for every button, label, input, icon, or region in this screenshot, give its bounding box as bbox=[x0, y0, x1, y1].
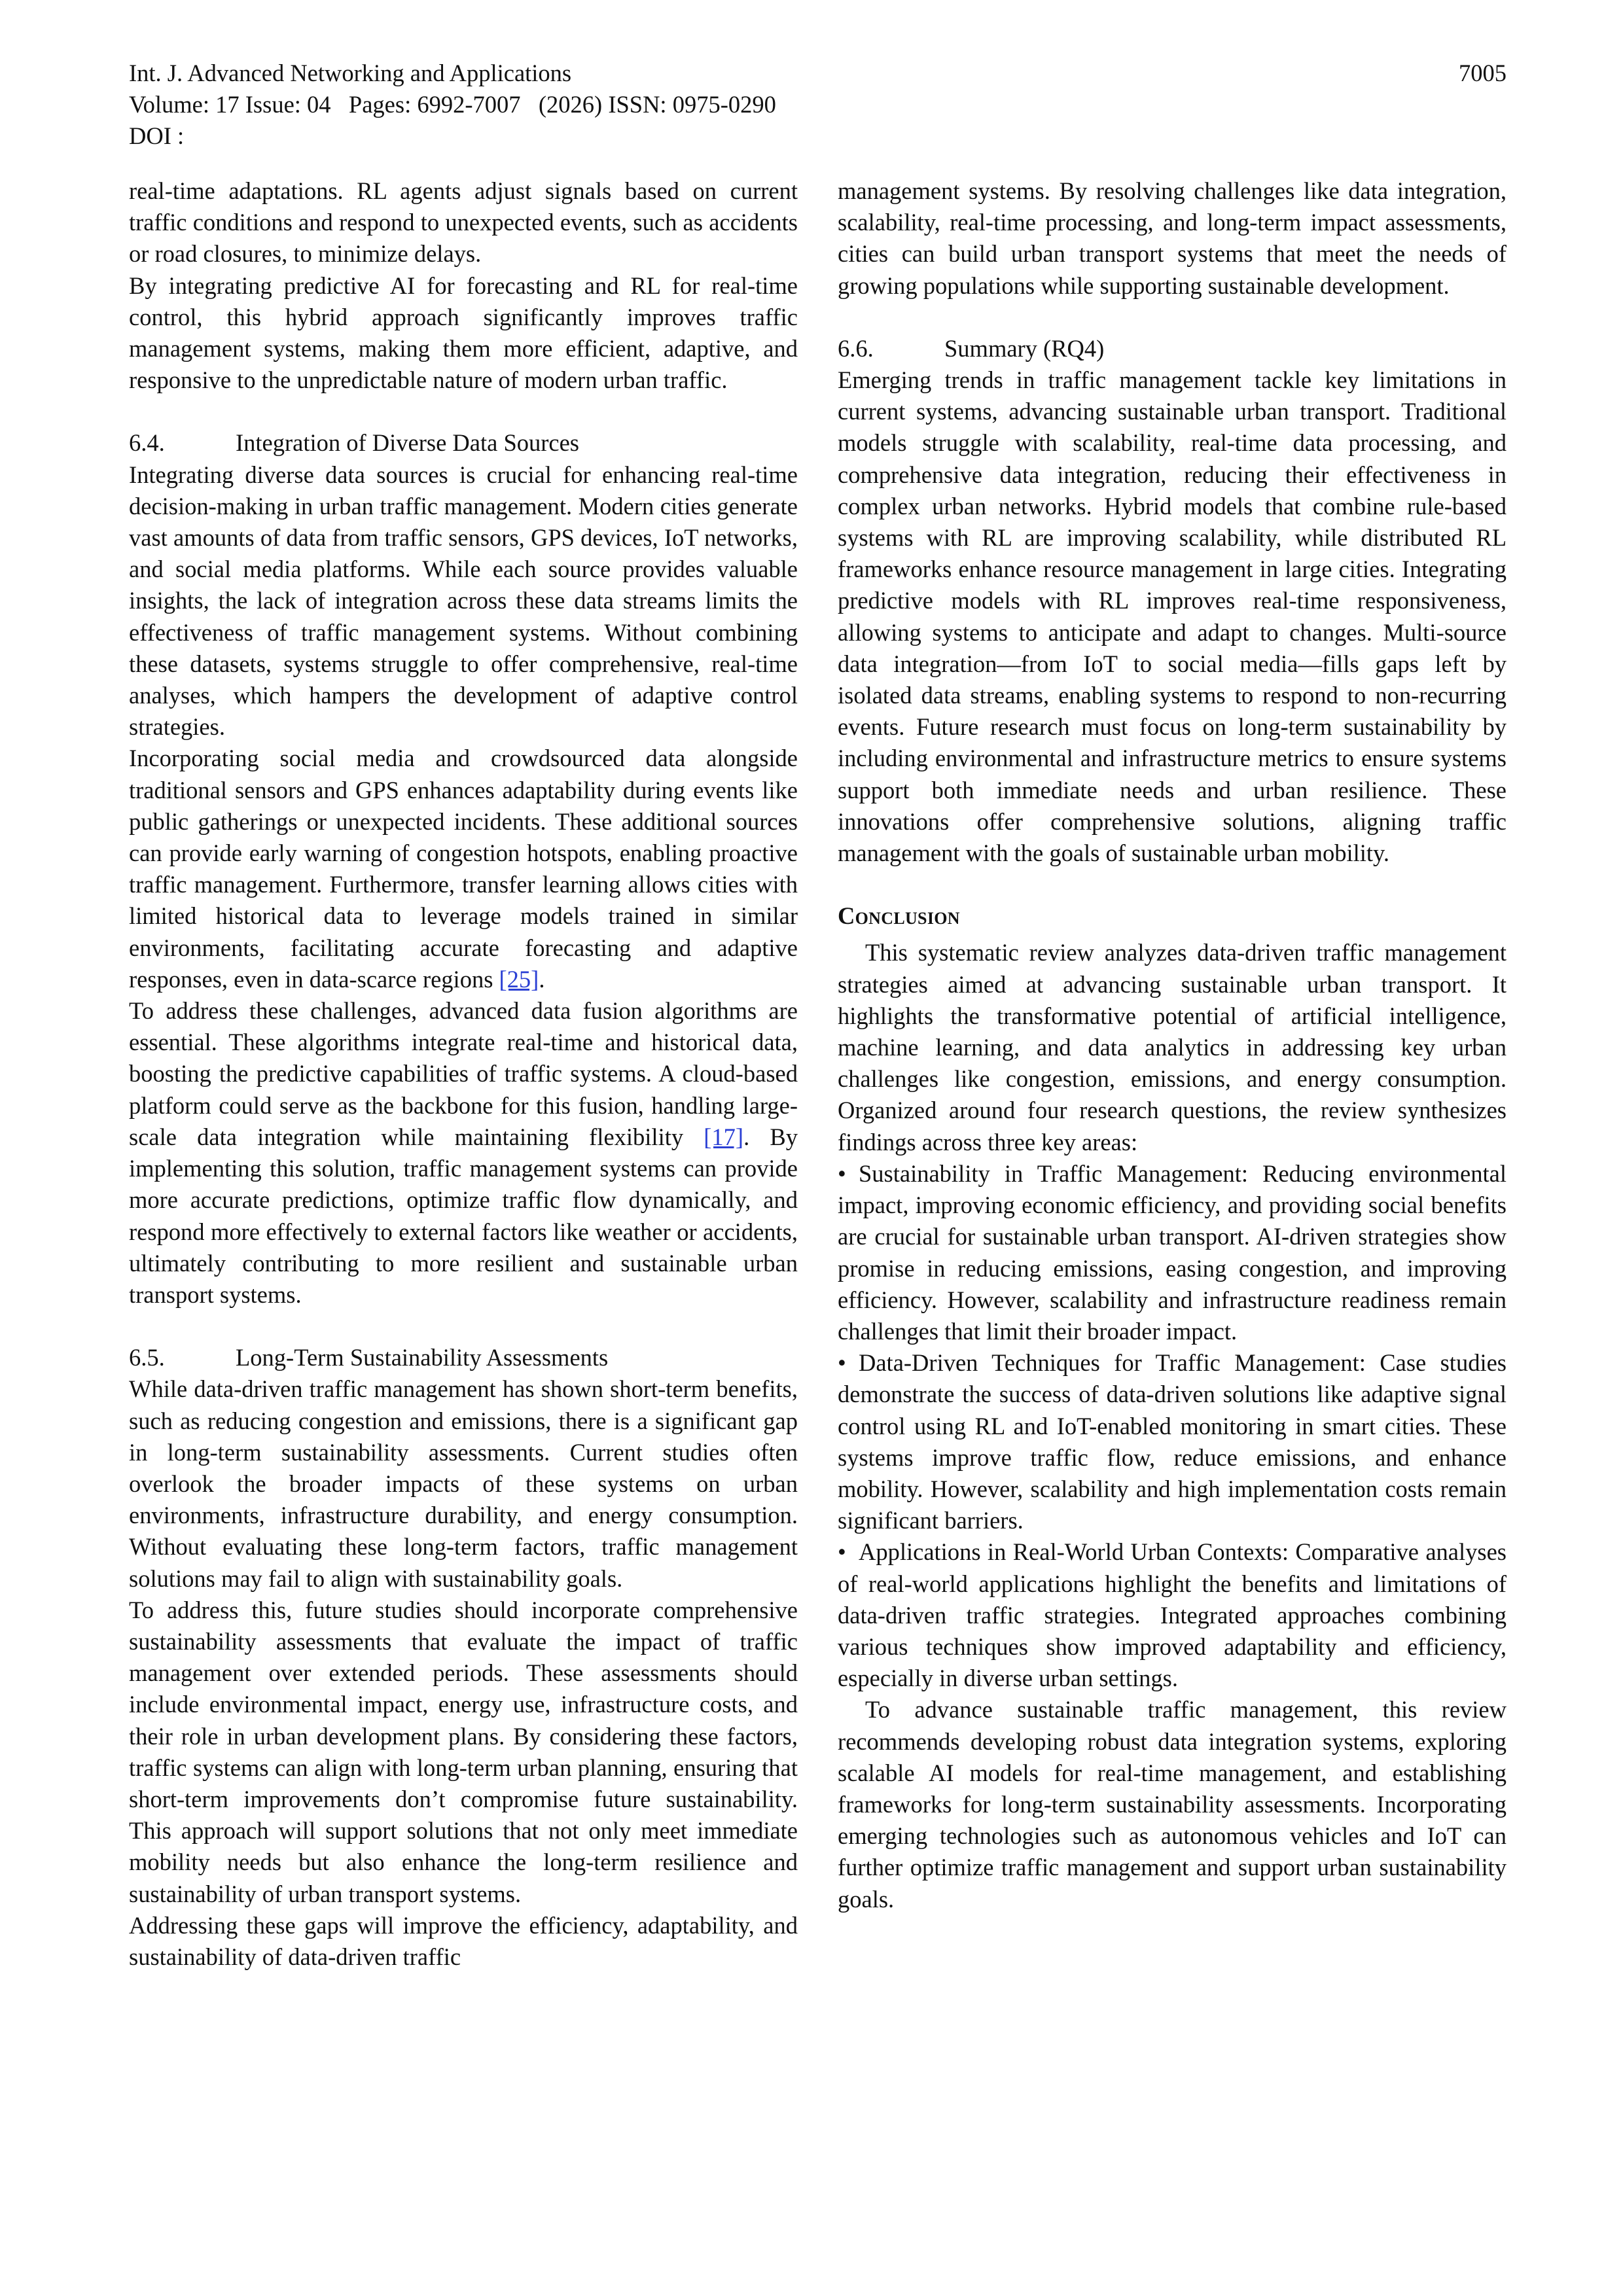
spacer bbox=[838, 869, 1507, 900]
paragraph: management systems. By resolving challenges like data integration, scalability, real-time processing, and long-term impact assessments, cities can build urban transport systems that meet the needs of growing populations while supporting sustainable development. bbox=[838, 177, 1507, 299]
paragraph-text: . bbox=[539, 965, 545, 993]
spacer bbox=[129, 396, 798, 427]
spacer bbox=[838, 932, 1507, 937]
bullet-item bbox=[838, 1347, 1507, 1536]
paragraph: While data-driven traffic management has shown short-term benefits, such as reducing congestion and emissions, there is a significant gap in long-term sustainability assessments. Current studies often overlook the broader impacts of these systems on urban environments, infrastructure durability, and energy consumption. Without evaluating these long-term factors, traffic management solutions may fail to align with sustainability goals. bbox=[129, 1375, 798, 1592]
paragraph: By integrating predictive AI for forecasting and RL for real-time control, this hybrid approach significantly improves traffic management systems, making them more efficient, adaptive, and responsive to the unpredictable nature of modern urban traffic. bbox=[129, 272, 798, 394]
bullet-icon: • bbox=[838, 1349, 846, 1377]
section-title: Long-Term Sustainability Assessments bbox=[236, 1344, 609, 1371]
section-heading-6-5 bbox=[129, 1342, 798, 1373]
section-number: 6.4. bbox=[129, 429, 165, 457]
bullet-text: Data-Driven Techniques for Traffic Management: Case studies demonstrate the success of data-driven solutions like adaptive signal control using RL and IoT-enabled monitoring in smart cities. These systems improve traffic flow, reduce emissions, and enhance mobility. However, scalability and high implementation costs remain significant barriers. bbox=[838, 1349, 1507, 1534]
bullet-text: Applications in Real-World Urban Contexts: Comparative analyses of real-world applications highlight the benefits and limitations of data-driven traffic strategies. Integrated approaches combining various techniques show improved adaptability and efficiency, especially in diverse urban settings. bbox=[838, 1538, 1507, 1692]
paragraph bbox=[129, 743, 798, 995]
paragraph: Emerging trends in traffic management tackle key limitations in current systems, advancing sustainable urban transport. Traditional models struggle with scalability, real-time data processing, and comprehensive data integration, reducing their effectiveness in complex urban networks. Hybrid models that combine rule-based systems with RL are improving scalability, while distributed RL frameworks enhance resource management in large cities. Integrating predictive models with RL improves real-time responsiveness, allowing systems to anticipate and adapt to changes. Multi-source data integration—from IoT to social media—fills gaps left by isolated data streams, enabling systems to respond to non-recurring events. Future research must focus on long-term sustainability by including environmental and infrastructure metrics to ensure systems support both immediate needs and urban resilience. These innovations offer comprehensive solutions, aligning traffic management with the goals of sustainable urban mobility. bbox=[838, 366, 1507, 867]
paragraph-text: Incorporating social media and crowdsourced data alongside traditional sensors and GPS enhances adaptability during events like public gatherings or unexpected incidents. These additional sources can provide early warning of congestion hotspots, enabling proactive traffic management. Furthermore, transfer learning allows cities with limited historical data to leverage models trained in similar environments, facilitating accurate forecasting and adaptive responses, even in data-scarce regions bbox=[129, 745, 798, 993]
spacer bbox=[129, 1311, 798, 1342]
journal-title: Int. J. Advanced Networking and Applications bbox=[129, 60, 572, 86]
paragraph: Integrating diverse data sources is crucial for enhancing real-time decision-making in urban traffic management. Modern cities generate vast amounts of data from traffic sensors, GPS devices, IoT networks, and social media platforms. While each source provides valuable insights, the lack of integration across these data streams limits the effectiveness of traffic management systems. Without combining these datasets, systems struggle to offer comprehensive, real-time analyses, which hampers the development of adaptive control strategies. bbox=[129, 461, 798, 741]
spacer bbox=[838, 302, 1507, 333]
paragraph: Addressing these gaps will improve the efficiency, adaptability, and sustainability of data-driven traffic bbox=[129, 1911, 798, 1970]
page-header bbox=[129, 58, 1507, 152]
right-column bbox=[838, 175, 1507, 1915]
page-number: 7005 bbox=[1459, 60, 1507, 86]
section-title: Integration of Diverse Data Sources bbox=[236, 429, 580, 457]
paragraph: To address this, future studies should incorporate comprehensive sustainability assessments that evaluate the impact of traffic management over extended periods. These assessments should include environmental impact, energy use, infrastructure costs, and their role in urban development plans. By considering these factors, traffic systems can align with long-term urban planning, ensuring that short-term improvements don’t compromise future sustainability. This approach will support solutions that not only meet immediate mobility needs but also enhance the long-term resilience and sustainability of urban transport systems. bbox=[129, 1596, 798, 1907]
section-number: 6.6. bbox=[838, 334, 874, 362]
section-heading-6-6 bbox=[838, 333, 1507, 364]
doi-label: DOI : bbox=[129, 122, 185, 149]
paragraph: To advance sustainable traffic management, this review recommends developing robust data integration systems, exploring scalable AI models for real-time management, and establishing frameworks for long-term sustainability assessments. Incorporating emerging technologies such as autonomous vehicles and IoT can further optimize traffic management and support urban sustainability goals. bbox=[838, 1696, 1507, 1913]
conclusion-heading: Conclusion bbox=[838, 902, 960, 930]
bullet-text: Sustainability in Traffic Management: Reducing environmental impact, improving economic efficiency, and providing social benefits are crucial for sustainable urban transport. AI-driven strategies show promise in reducing emissions, easing congestion, and improving efficiency. However, scalability and infrastructure readiness remain challenges that limit their broader impact. bbox=[838, 1159, 1507, 1345]
left-column bbox=[129, 175, 798, 1973]
paragraph: This systematic review analyzes data-driven traffic management strategies aimed at advancing sustainable urban transport. It highlights the transformative potential of artificial intelligence, machine learning, and data analytics in addressing key urban challenges like congestion, emissions, and energy consumption. Organized around four research questions, the review synthesizes findings across three key areas: bbox=[838, 939, 1507, 1156]
bullet-item bbox=[838, 1536, 1507, 1694]
section-heading-6-4 bbox=[129, 427, 798, 459]
volume-info: Volume: 17 Issue: 04 Pages: 6992-7007 (2026) ISSN: 0975-0290 bbox=[129, 91, 776, 118]
paragraph bbox=[129, 995, 798, 1311]
bullet-icon: • bbox=[838, 1159, 846, 1187]
bullet-icon: • bbox=[838, 1538, 846, 1566]
paragraph-text: . By implementing this solution, traffic management systems can provide more accurate predictions, optimize traffic flow dynamically, and respond more effectively to external factors like weather or accidents, ultimately contributing to more resilient and sustainable urban transport systems. bbox=[129, 1123, 798, 1308]
paragraph-text: To address these challenges, advanced data fusion algorithms are essential. These algorithms integrate real-time and historical data, boosting the predictive capabilities of traffic systems. A cloud-based platform could serve as the backbone for this fusion, handling large-scale data integration while maintaining flexibility bbox=[129, 997, 798, 1150]
section-number: 6.5. bbox=[129, 1344, 165, 1371]
section-title: Summary (RQ4) bbox=[944, 334, 1105, 362]
bullet-item bbox=[838, 1158, 1507, 1347]
citation-link-17[interactable]: [17] bbox=[704, 1123, 744, 1150]
citation-link-25[interactable]: [25] bbox=[499, 965, 539, 993]
paragraph: real-time adaptations. RL agents adjust signals based on current traffic conditions and respond to unexpected events, such as accidents or road closures, to minimize delays. bbox=[129, 177, 798, 268]
